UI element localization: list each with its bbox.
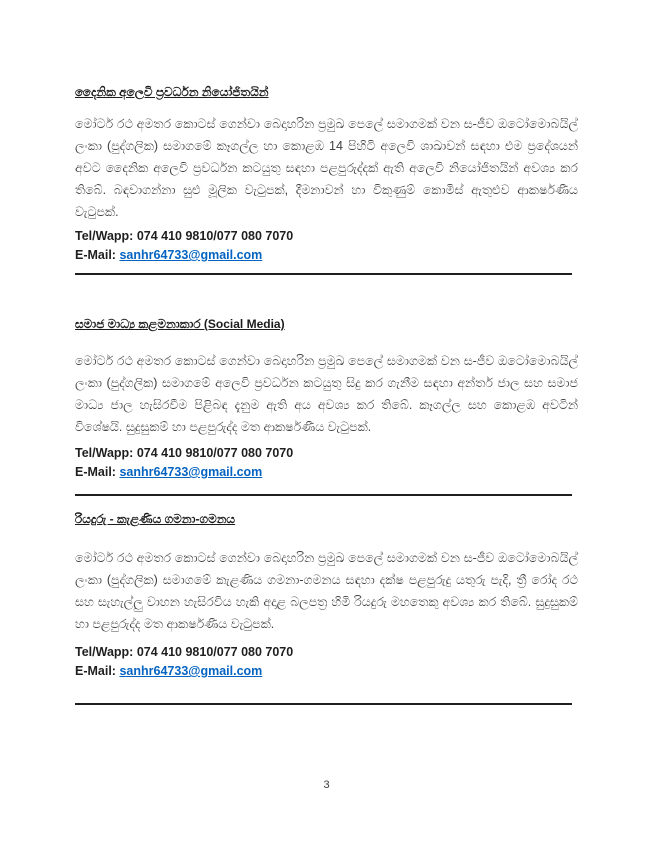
email-line xyxy=(75,463,578,482)
email-label: E-Mail: xyxy=(75,248,116,262)
email-line xyxy=(75,662,578,681)
email-link[interactable]: sanhr64733@gmail.com xyxy=(119,248,263,262)
tel-line xyxy=(75,227,578,246)
contact-block xyxy=(75,444,578,482)
tel-value: 074 410 9810/077 080 7070 xyxy=(136,645,294,659)
job-section-daily-sales-agents xyxy=(75,84,578,265)
email-line xyxy=(75,246,578,265)
email-label: E-Mail: xyxy=(75,664,116,678)
section-divider xyxy=(75,494,572,496)
section-heading: දෛනික අලෙවි ප්‍රවර්ධන නියෝජිතයින් xyxy=(75,85,269,99)
section-heading: සමාජ මාධ්‍ය කළමනාකාර (Social Media) xyxy=(75,317,285,331)
email-label: E-Mail: xyxy=(75,465,116,479)
contact-block xyxy=(75,227,578,265)
tel-label: Tel/Wapp: xyxy=(75,645,134,659)
section-heading: රියදුරු - කැළණිය ගමනා-ගමනය xyxy=(75,512,236,526)
tel-label: Tel/Wapp: xyxy=(75,446,134,460)
section-divider xyxy=(75,703,572,705)
tel-value: 074 410 9810/077 080 7070 xyxy=(136,446,294,460)
email-link[interactable]: sanhr64733@gmail.com xyxy=(119,465,263,479)
section-body: මෝටර් රථ අමතර කොටස් ගෙන්වා බෙදාහරින ප්‍රමුඛ පෙලේ සමාගමක් වන ස-ජීව ඔටෝමොබයිල් ලංකා (පුද්ගලික) සමාගමේ කැළණිය ගමනා-ගමනය සඳහා දක්ෂ පළපුරුදු යතුරු පැදි, ත්‍රී රෝද රථ සහ සැහැල්ලු වාහන හැසිරවිය හැකි අදාළ බලපත්‍ර හිමි රියදුරු මහතෙකු අවශ්‍ය කර තිබේ. සුදුසුකම් හා පළපුරුද්ද මත ආකර්ෂණීය වැටුපක්. xyxy=(75,551,578,631)
tel-value: 074 410 9810/077 080 7070 xyxy=(136,229,294,243)
job-section-driver xyxy=(75,511,578,681)
tel-line xyxy=(75,444,578,463)
section-body: මෝටර් රථ අමතර කොටස් ගෙන්වා බෙදාහරින ප්‍රමුඛ පෙලේ සමාගමක් වන ස-ජීව ඔටෝමොබයිල් ලංකා (පුද්ගලික) සමාගමේ කෑගල්ල හා කොළඹ 14 පිහිටි අලෙවි ශාඛාවන් සඳහා එම ප්‍රදේශයන් අවට දෛනික අලෙවි ප්‍රවර්ධන කටයුතු සඳහා පළපුරුද්දක් ඇති අලෙවි නියෝජිතයින් අවශ්‍ය කර තිබේ. බඳවාගන්නා සුළු මූලික වැටුපක්, දීමනාවන් හා විකුණුම් කොමිස් ඇතුළුව ආකර්ෂණීය වැටුපක්. xyxy=(75,117,578,219)
section-divider xyxy=(75,273,572,275)
job-section-social-media xyxy=(75,316,578,482)
contact-block xyxy=(75,643,578,681)
email-link[interactable]: sanhr64733@gmail.com xyxy=(119,664,263,678)
tel-label: Tel/Wapp: xyxy=(75,229,134,243)
tel-line xyxy=(75,643,578,662)
section-body: මෝටර් රථ අමතර කොටස් ගෙන්වා බෙදාහරින ප්‍රමුඛ පෙලේ සමාගමක් වන ස-ජීව ඔටෝමොබයිල් ලංකා (පුද්ගලික) සමාගමේ අලෙවි ප්‍රවර්ධන කටයුතු සිදු කර ගැනීම සඳහා අන්තර් ජාල සහ සමාජ මාධ්‍ය ජාල හැසිරවීම පිළිබඳ දැනුම ඇති අය අවශ්‍ය කර තිබේ. කෑගල්ල සහ කොළඹ අවටින් විශේෂයි. සුදුසුකම් හා පළපුරුද්ද මත ආකර්ෂණීය වැටුපක්. xyxy=(75,354,578,434)
page-number: 3 xyxy=(323,779,330,791)
